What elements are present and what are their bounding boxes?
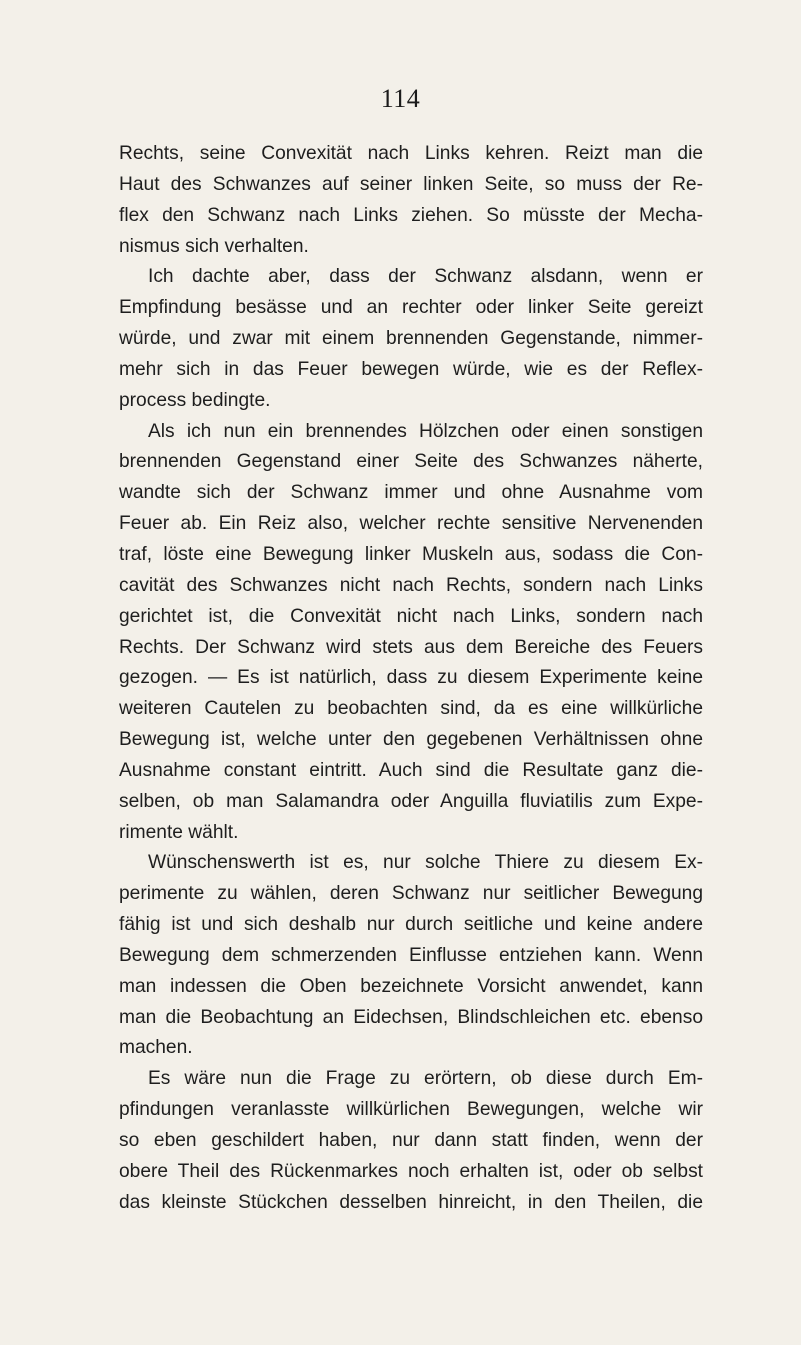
text-line: Bewegung dem schmerzenden Einflusse entziehen kann. Wenn xyxy=(119,944,703,966)
text-line: Feuer ab. Ein Reiz also, welcher rechte sensitive Nervenenden xyxy=(119,513,703,535)
text-line: nismus sich verhalten. xyxy=(119,235,309,257)
text-line: pfindungen veranlasste willkürlichen Bewegungen, welche wir xyxy=(119,1099,703,1121)
text-line: gezogen. — Es ist natürlich, dass zu diesem Experimente keine xyxy=(119,667,703,689)
text-line: Empfindung besässe und an rechter oder linker Seite gereizt xyxy=(119,297,703,319)
body-text xyxy=(119,139,703,1219)
text-line: perimente zu wählen, deren Schwanz nur seitlicher Bewegung xyxy=(119,883,703,905)
page-number: 114 xyxy=(380,84,421,113)
text-line: Haut des Schwanzes auf seiner linken Seite, so muss der Re- xyxy=(119,173,703,195)
text-line: weiteren Cautelen zu beobachten sind, da es eine willkürliche xyxy=(119,698,703,720)
text-line: machen. xyxy=(119,1037,193,1059)
text-line: würde, und zwar mit einem brennenden Gegenstande, nimmer- xyxy=(119,328,703,350)
text-line: cavität des Schwanzes nicht nach Rechts, sondern nach Links xyxy=(119,574,703,596)
text-line: Rechts. Der Schwanz wird stets aus dem Bereiche des Feuers xyxy=(119,636,703,658)
text-line: traf, löste eine Bewegung linker Muskeln aus, sodass die Con- xyxy=(119,543,703,565)
text-line: gerichtet ist, die Convexität nicht nach Links, sondern nach xyxy=(119,605,703,627)
text-line: Wünschenswerth ist es, nur solche Thiere zu diesem Ex- xyxy=(148,852,703,874)
text-line: man die Beobachtung an Eidechsen, Blindschleichen etc. ebenso xyxy=(119,1006,703,1028)
text-line: process bedingte. xyxy=(119,389,271,411)
text-line: so eben geschildert haben, nur dann statt finden, wenn der xyxy=(119,1130,703,1151)
text-line: brennenden Gegenstand einer Seite des Schwanzes näherte, xyxy=(119,451,703,473)
text-line: Als ich nun ein brennendes Hölzchen oder einen sonstigen xyxy=(148,420,703,442)
text-line: wandte sich der Schwanz immer und ohne Ausnahme vom xyxy=(119,482,703,504)
text-line: flex den Schwanz nach Links ziehen. So müsste der Mecha- xyxy=(119,204,703,226)
text-line: das kleinste Stückchen desselben hinreicht, in den Theilen, die xyxy=(119,1191,703,1213)
text-line: rimente wählt. xyxy=(119,821,239,843)
text-line: fähig ist und sich deshalb nur durch seitliche und keine andere xyxy=(119,914,703,936)
text-line: Ich dachte aber, dass der Schwanz alsdann, wenn er xyxy=(148,266,703,288)
text-line: mehr sich in das Feuer bewegen würde, wie es der Reflex- xyxy=(119,358,703,380)
text-line: selben, ob man Salamandra oder Anguilla fluviatilis zum Expe- xyxy=(119,790,703,812)
text-line: Bewegung ist, welche unter den gegebenen Verhältnissen ohne xyxy=(119,729,703,751)
text-line: Rechts, seine Convexität nach Links kehren. Reizt man die xyxy=(119,143,703,164)
text-line: man indessen die Oben bezeichnete Vorsicht anwendet, kann xyxy=(119,975,703,997)
text-line: obere Theil des Rückenmarkes noch erhalten ist, oder ob selbst xyxy=(119,1160,703,1182)
text-line: Ausnahme constant eintritt. Auch sind die Resultate ganz die- xyxy=(119,759,703,781)
text-line: Es wäre nun die Frage zu erörtern, ob diese durch Em- xyxy=(148,1068,703,1090)
